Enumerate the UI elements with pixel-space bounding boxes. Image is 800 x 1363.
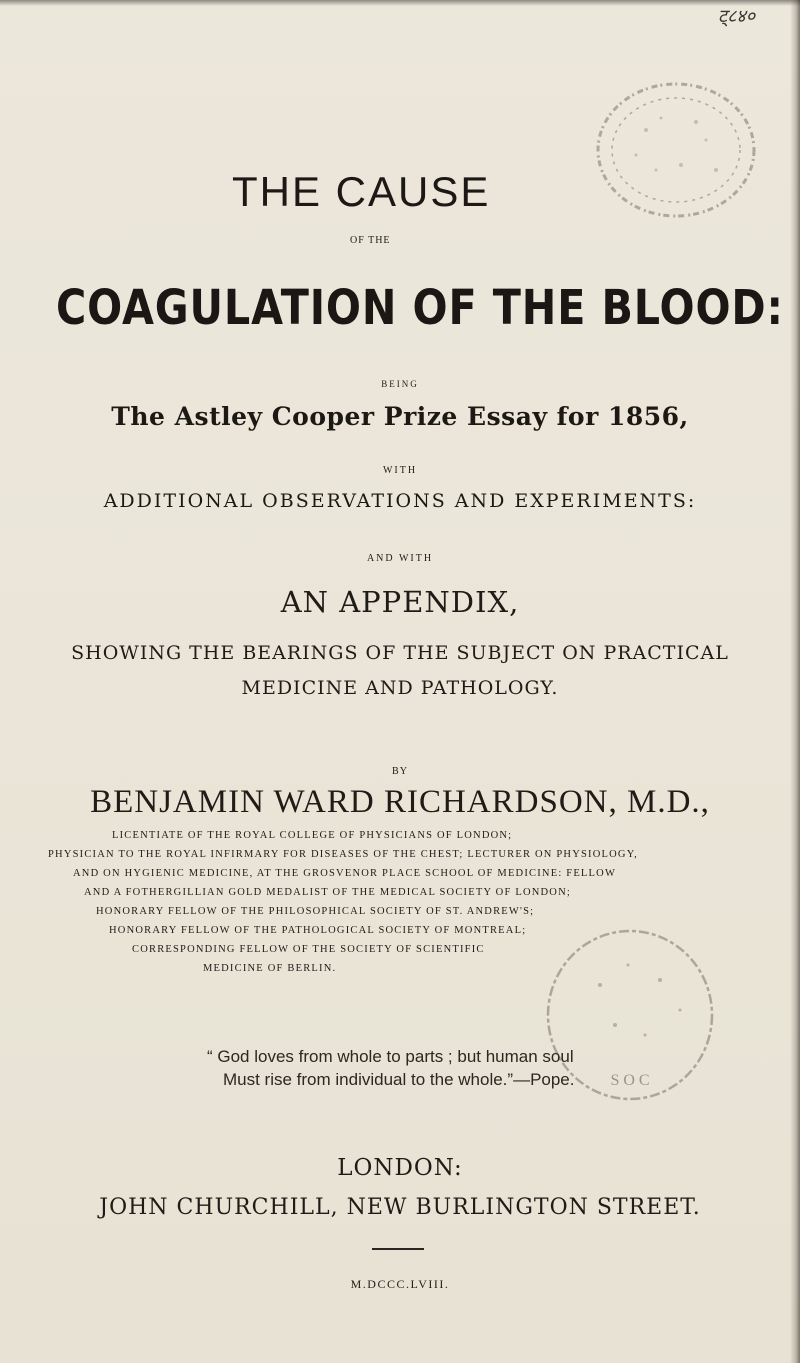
credential-line: AND ON HYGIENIC MEDICINE, AT THE GROSVENOR PLACE SCHOOL OF MEDICINE: FELLOW xyxy=(73,868,617,879)
credential-line: PHYSICIAN TO THE ROYAL INFIRMARY FOR DISEASES OF THE CHEST; LECTURER ON PHYSIOLOGY, xyxy=(48,849,638,860)
epigraph-line-1: “ God loves from whole to parts ; but human soul xyxy=(207,1047,574,1066)
credential-line: MEDICINE OF BERLIN. xyxy=(203,963,337,974)
additional-observations: ADDITIONAL OBSERVATIONS AND EXPERIMENTS: xyxy=(103,490,697,512)
by-label: BY xyxy=(392,766,408,777)
imprint-city: LONDON: xyxy=(337,1155,463,1181)
handwritten-shelfmark: ट्‍८४० xyxy=(718,6,756,27)
credential-line: HONORARY FELLOW OF THE PHILOSOPHICAL SOCIETY OF ST. ANDREW'S; xyxy=(96,906,535,917)
showing-line-2: MEDICINE AND PATHOLOGY. xyxy=(241,677,559,699)
being-label: BEING xyxy=(381,379,419,389)
imprint-publisher: JOHN CHURCHILL, NEW BURLINGTON STREET. xyxy=(99,1195,701,1220)
title-of-the: OF THE xyxy=(350,235,391,246)
appendix-heading: AN APPENDIX, xyxy=(280,585,520,619)
credential-line: HONORARY FELLOW OF THE PATHOLOGICAL SOCIETY OF MONTREAL; xyxy=(109,925,527,936)
page-top-shadow xyxy=(0,0,800,6)
imprint-date: M.DCCC.LVIII. xyxy=(350,1277,450,1291)
showing-line-1: SHOWING THE BEARINGS OF THE SUBJECT ON PRACTICAL xyxy=(71,642,729,664)
and-with-label: AND WITH xyxy=(366,553,434,564)
epigraph-line-2: Must rise from individual to the whole.”—Pope. xyxy=(223,1070,575,1089)
prize-essay-line: The Astley Cooper Prize Essay for 1856, xyxy=(111,402,689,431)
with-label: WITH xyxy=(382,465,418,476)
library-stamp-top xyxy=(586,70,766,230)
author-name: BENJAMIN WARD RICHARDSON, M.D., xyxy=(90,784,710,820)
credential-line: AND A FOTHERGILLIAN GOLD MEDALIST OF THE MEDICAL SOCIETY OF LONDON; xyxy=(84,887,571,898)
credential-line: CORRESPONDING FELLOW OF THE SOCIETY OF SCIENTIFIC xyxy=(132,944,485,955)
title-coagulation: COAGULATION OF THE BLOOD: xyxy=(56,280,784,336)
divider-rule xyxy=(372,1248,424,1250)
title-the-cause: THE CAUSE xyxy=(232,168,491,215)
credential-line: LICENTIATE OF THE ROYAL COLLEGE OF PHYSICIANS OF LONDON; xyxy=(112,830,513,841)
stamp-text: S O C xyxy=(610,1072,650,1089)
